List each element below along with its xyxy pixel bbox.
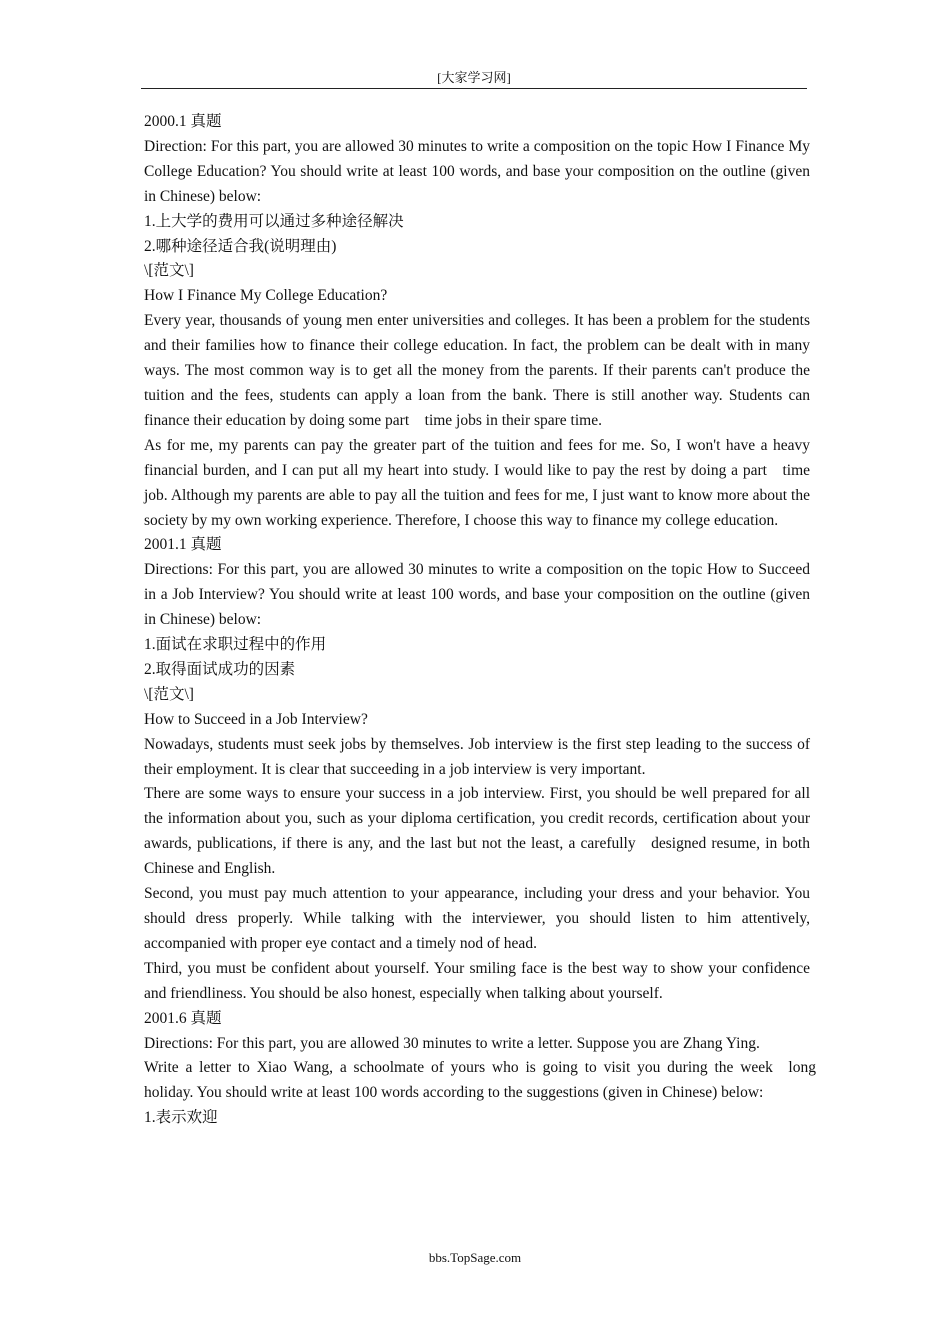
- directions-paragraph: Directions: For this part, you are allowed 30 minutes to write a composition on the topic How to Succeed in a Job Interview? You should write at least 100 words, and base your composition on the outline (given in Chinese) below:: [144, 561, 810, 629]
- sample-essay-label: \[范文\]: [144, 262, 194, 280]
- sample-essay-label: \[范文\]: [144, 685, 194, 703]
- outline-point: 2.取得面试成功的因素: [144, 660, 296, 678]
- outline-point: 2.哪种途径适合我(说明理由): [144, 237, 337, 255]
- essay-paragraph: As for me, my parents can pay the greater part of the tuition and fees for me. So, I won't have a heavy financial burden, and I can put all my heart into study. I would like to pay the rest by doing a part time job. Although my parents are able to pay all the tuition and fees for me, I just want to know more about the society by my own working experience. Therefore, I choose this way to finance my college education.: [144, 436, 810, 529]
- essay-paragraph: Third, you must be confident about yourself. Your smiling face is the best way to show your confidence and friendliness. You should be also honest, especially when talking about yourself.: [144, 959, 810, 1002]
- document-body: [144, 110, 816, 1131]
- essay-paragraph: Nowadays, students must seek jobs by themselves. Job interview is the first step leading to the success of their employment. It is clear that succeeding in a job interview is very important.: [144, 735, 810, 778]
- essay-paragraph: Every year, thousands of young men enter universities and colleges. It has been a problem for the students and their families how to finance their college education. In fact, the problem can be dealt with in many ways. The most common way is to get all the money from the parents. If their parents can't produce the tuition and the fees, students can apply a loan from the bank. There is still another way. Students can finance their education by doing some part time jobs in their spare time.: [144, 312, 810, 429]
- outline-point: 1.表示欢迎: [144, 1109, 218, 1127]
- essay-paragraph: Second, you must pay much attention to your appearance, including your dress and your behavior. You should dress properly. While talking with the interviewer, you should listen to him attentively, accompanied with proper eye contact and a timely nod of head.: [144, 885, 810, 952]
- directions-paragraph: Direction: For this part, you are allowed 30 minutes to write a composition on the topic How I Finance My College Education? You should write at least 100 words, and base your composition on the outline (given in Chinese) below:: [144, 137, 810, 205]
- directions-paragraph: Write a letter to Xiao Wang, a schoolmate of yours who is going to visit you during the week long holiday. You should write at least 100 words according to the suggestions (given in Chinese) below:: [144, 1059, 816, 1102]
- outline-point: 1.面试在求职过程中的作用: [144, 636, 327, 654]
- directions-paragraph: Directions: For this part, you are allowed 30 minutes to write a letter. Suppose you are Zhang Ying.: [144, 1034, 760, 1052]
- section-title-2001-6: 2001.6 真题: [144, 1009, 222, 1027]
- page-header: [大家学习网]: [141, 68, 807, 89]
- essay-title: How I Finance My College Education?: [144, 287, 388, 305]
- section-title-2000-1: 2000.1 真题: [144, 113, 222, 130]
- outline-point: 1.上大学的费用可以通过多种途径解决: [144, 212, 404, 230]
- essay-paragraph: There are some ways to ensure your success in a job interview. First, you should be well prepared for all the information about you, such as your diploma certification, you credit records, certification about your awards, publications, if there is any, and the last but not the least, a carefully designed resume, in both Chinese and English.: [144, 785, 810, 878]
- essay-title: How to Succeed in a Job Interview?: [144, 710, 368, 728]
- page-footer: bbs.TopSage.com: [428, 1250, 522, 1265]
- section-title-2001-1: 2001.1 真题: [144, 536, 222, 554]
